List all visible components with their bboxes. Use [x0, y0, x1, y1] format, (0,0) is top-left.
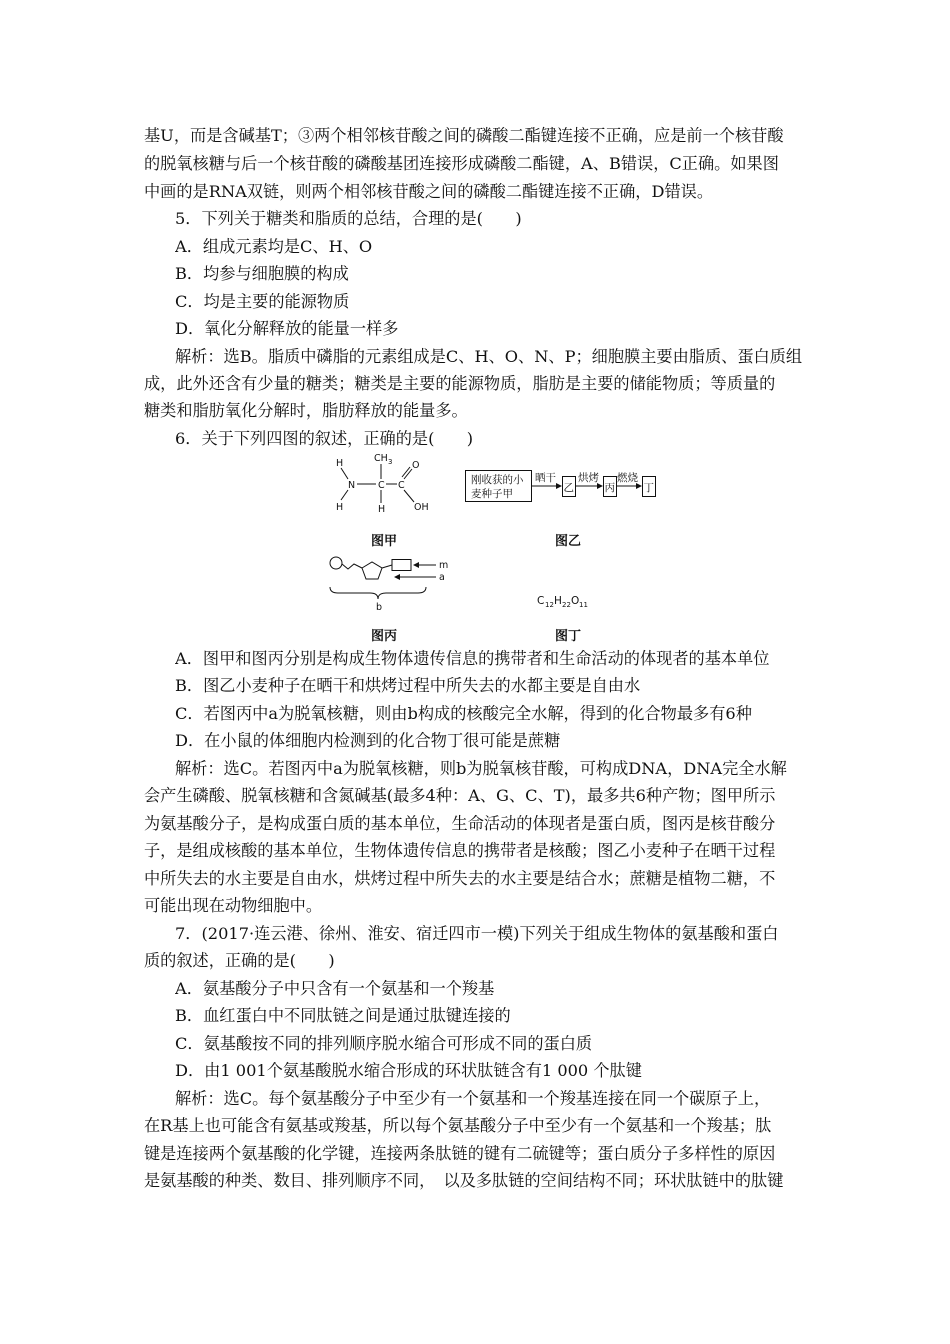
caption-figure-jia: 图甲 [371, 534, 398, 549]
option-b: B．图乙小麦种子在晒干和烘烤过程中所失去的水都主要是自由水 [175, 676, 641, 695]
arrow-head [413, 562, 419, 568]
explanation-line: 解析：选B。脂质中磷脂的元素组成是C、H、O、N、P；细胞膜主要由脂质、蛋白质组 [175, 347, 803, 366]
caption-figure-ding: 图丁 [555, 629, 582, 644]
arrow-head [556, 483, 562, 489]
option-d: D．在小鼠的体细胞内检测到的化合物丁很可能是蔗糖 [175, 731, 561, 750]
explanation-line: 为氨基酸分子，是构成蛋白质的基本单位，生命活动的体现者是蛋白质，图丙是核苷酸分 [144, 814, 776, 833]
explanation-line: 子，是组成核酸的基本单位，生物体遗传信息的携带者是核酸；图乙小麦种子在晒干过程 [144, 841, 776, 860]
atom-c: C [398, 480, 405, 491]
caption-figure-yi: 图乙 [555, 534, 582, 549]
option-c: C．均是主要的能源物质 [175, 292, 350, 311]
arrow-label-burn: 燃烧 [617, 472, 638, 484]
explanation-line: 可能出现在动物细胞中。 [144, 896, 323, 915]
label-b: b [376, 602, 383, 613]
explanation-line: 是氨基酸的种类、数目、排列顺序不同， 以及多肽链的空间结构不同；环状肽链中的肽键 [144, 1171, 784, 1190]
caption-figure-bing: 图丙 [371, 629, 398, 644]
formula-h-subscript: 22 [562, 601, 571, 609]
text-line: 的脱氧核糖与后一个核苷酸的磷酸基团连接形成磷酸二酯键，A、B错误，C正确。如果图 [144, 154, 779, 173]
text-line: 基U，而是含碱基T；③两个相邻核苷酸之间的磷酸二酯键连接不正确，应是前一个核苷酸 [144, 126, 784, 145]
question-5-stem: 5．下列关于糖类和脂质的总结，合理的是( ) [175, 209, 522, 228]
option-a: A．图甲和图丙分别是构成生物体遗传信息的携带者和生命活动的体现者的基本单位 [175, 649, 770, 668]
atom-h: H [378, 504, 386, 515]
figure-yi-flow [465, 466, 665, 506]
sugar-pentagon [362, 562, 382, 579]
box-seed-label-1: 刚收获的小 [471, 474, 524, 486]
base-rectangle [392, 560, 411, 571]
option-a: A．组成元素均是C、H、O [175, 237, 373, 256]
question-7-stem: 质的叙述，正确的是( ) [144, 951, 335, 970]
explanation-line: 成，此外还含有少量的糖类；糖类是主要的能源物质，脂肪是主要的储能物质；等质量的 [144, 374, 776, 393]
formula-c: C [537, 595, 545, 607]
bracket-b [330, 587, 426, 599]
option-b: B．血红蛋白中不同肽链之间是通过肽键连接的 [175, 1006, 511, 1025]
explanation-line: 在R基上也可能含有氨基或羧基，所以每个氨基酸分子中至少有一个氨基和一个羧基；肽 [144, 1116, 772, 1135]
option-d: D．由1 001个氨基酸脱水缩合形成的环状肽链含有1 000 个肽键 [175, 1061, 642, 1080]
formula-o-subscript: 11 [579, 601, 588, 609]
atom-c: C [378, 480, 385, 491]
atom-ch3: CH [374, 453, 388, 464]
label-a: a [439, 572, 445, 583]
option-c: C．氨基酸按不同的排列顺序脱水缩合可形成不同的蛋白质 [175, 1034, 593, 1053]
formula-o: O [571, 595, 580, 607]
figure-jia-amino-acid [326, 452, 446, 522]
box-ding-label: 丁 [643, 482, 654, 494]
figure-bing-nucleotide [326, 553, 456, 613]
box-seed-label-2: 麦种子甲 [471, 488, 513, 500]
atom-h: H [336, 502, 344, 513]
box-bing-label: 丙 [604, 482, 615, 494]
explanation-line: 解析：选C。每个氨基酸分子中至少有一个氨基和一个羧基连接在同一个碳原子上， [175, 1089, 771, 1108]
question-7-stem: 7．(2017·连云港、徐州、淮安、宿迁四市一模)下列关于组成生物体的氨基酸和蛋白 [175, 924, 779, 943]
arrow-label-bake: 烘烤 [578, 472, 599, 484]
atom-h: H [336, 458, 344, 469]
atom-ch3-subscript: 3 [388, 458, 393, 466]
explanation-line: 中所失去的水主要是自由水，烘烤过程中所失去的水主要是结合水；蔗糖是植物二糖，不 [144, 869, 776, 888]
box-yi-label: 乙 [563, 482, 574, 494]
formula-c-subscript: 12 [545, 601, 554, 609]
option-c: C．若图丙中a为脱氧核糖，则由b构成的核酸完全水解，得到的化合物最多有6种 [175, 704, 752, 723]
figure-ding-formula [535, 591, 615, 611]
phosphate-circle [330, 557, 342, 569]
atom-o: O [412, 460, 420, 471]
option-a: A．氨基酸分子中只含有一个氨基和一个羧基 [175, 979, 495, 998]
text-line: 中画的是RNA双链，则两个相邻核苷酸之间的磷酸二酯键连接不正确，D错误。 [144, 182, 714, 201]
atom-oh: OH [414, 502, 429, 513]
option-d: D．氧化分解释放的能量一样多 [175, 319, 399, 338]
bond-line [342, 564, 362, 569]
formula-h: H [554, 595, 562, 607]
explanation-line: 糖类和脂肪氧化分解时，脂肪释放的能量多。 [144, 401, 468, 420]
atom-n: N [348, 480, 356, 491]
option-b: B．均参与细胞膜的构成 [175, 264, 349, 283]
explanation-line: 解析：选C。若图丙中a为脱氧核糖，则b为脱氧核苷酸，可构成DNA，DNA完全水解 [175, 759, 787, 778]
explanation-line: 会产生磷酸、脱氧核糖和含氮碱基(最多4种：A、G、C、T)，最多共6种产物；图甲所示 [144, 786, 776, 805]
explanation-line: 键是连接两个氨基酸的化学键，连接两条肽链的键有二硫键等；蛋白质分子多样性的原因 [144, 1144, 776, 1163]
label-m: m [439, 560, 449, 571]
question-6-stem: 6．关于下列四图的叙述，正确的是( ) [175, 429, 474, 448]
arrow-head [394, 574, 400, 580]
arrow-label-dry: 晒干 [535, 472, 556, 484]
